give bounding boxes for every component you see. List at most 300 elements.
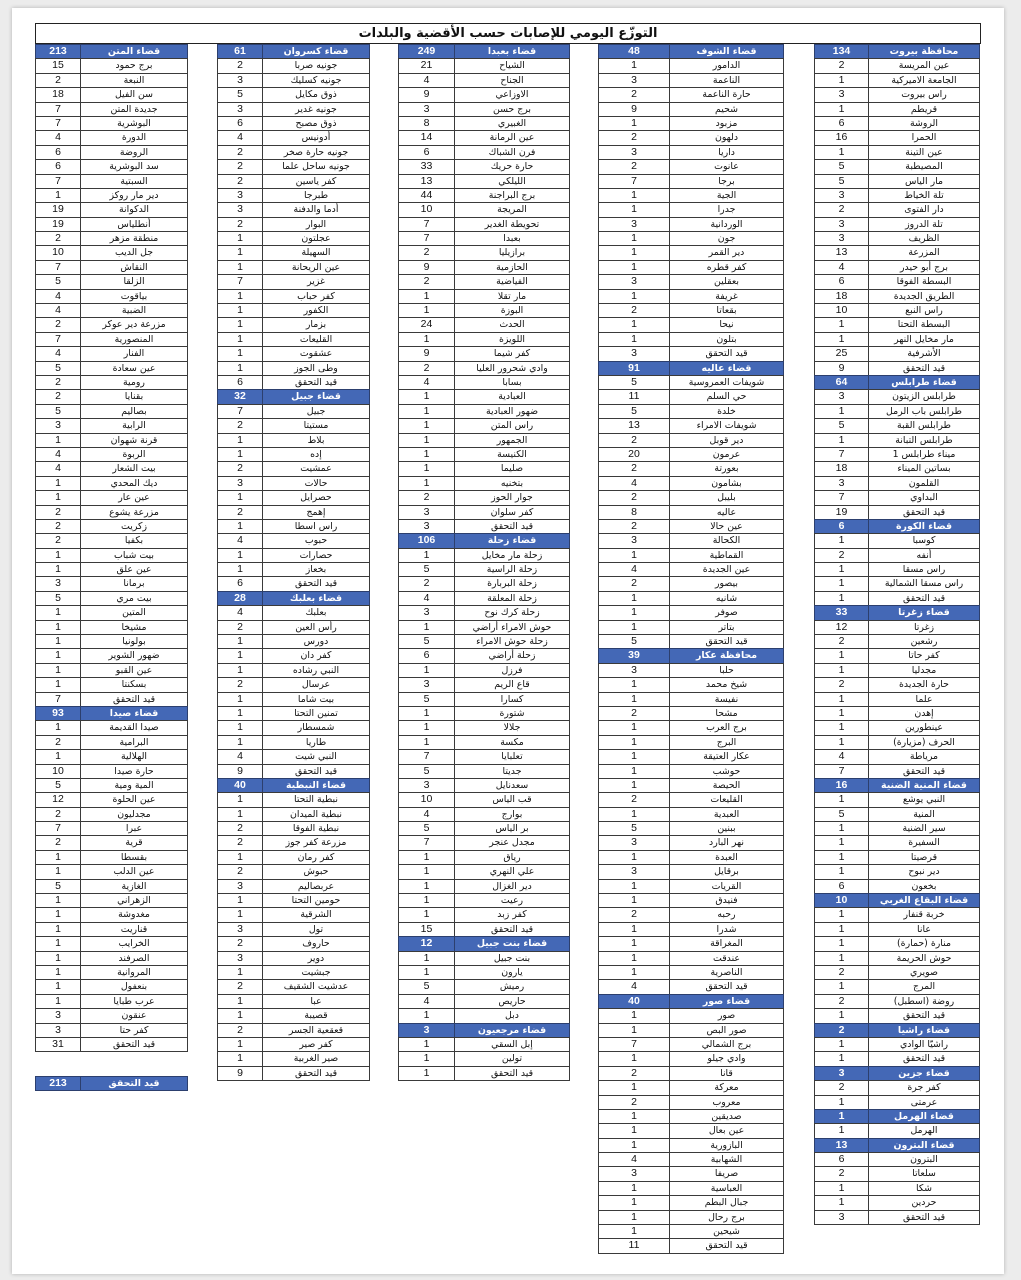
town-name: كفر قطره — [669, 260, 784, 275]
table-row — [218, 664, 370, 678]
town-name: حارة الجديدة — [868, 677, 980, 692]
table-row — [599, 664, 784, 678]
table-row — [815, 246, 980, 260]
table-row — [399, 635, 570, 649]
case-count: 1 — [598, 1224, 670, 1239]
town-name: الربوة — [80, 447, 188, 462]
case-count: 1 — [814, 792, 869, 807]
town-name: كفر حباب — [262, 289, 370, 304]
town-name: نبطية الميدان — [262, 807, 370, 822]
case-count: 2 — [598, 433, 670, 448]
district-header-row — [815, 1139, 980, 1153]
table-row — [399, 376, 570, 390]
town-name: الجية — [669, 188, 784, 203]
table-row — [815, 592, 980, 606]
case-count: 5 — [598, 634, 670, 649]
table-row — [399, 506, 570, 520]
table-row — [218, 750, 370, 764]
case-count: 1 — [814, 562, 869, 577]
case-count: 11 — [598, 389, 670, 404]
table-row — [599, 865, 784, 879]
case-count: 1 — [35, 936, 81, 951]
table-row — [599, 908, 784, 922]
table-row — [36, 937, 188, 951]
table-row — [36, 592, 188, 606]
table-row — [36, 59, 188, 73]
case-count: 4 — [35, 346, 81, 361]
town-name: فرن الشباك — [454, 145, 570, 160]
table-row — [815, 549, 980, 563]
town-name: بقعاتا — [669, 303, 784, 318]
table-row — [399, 146, 570, 160]
table-row — [36, 649, 188, 663]
town-name: قانا — [669, 1066, 784, 1081]
town-name: وادي شحرور العليا — [454, 361, 570, 376]
case-count: 1 — [398, 418, 455, 433]
town-name: برقايل — [669, 864, 784, 879]
case-count: 9 — [398, 260, 455, 275]
table-row — [218, 318, 370, 332]
district-total: 40 — [217, 778, 263, 793]
town-name: رعيت — [454, 893, 570, 908]
table-row — [218, 304, 370, 318]
town-name: الظريف — [868, 231, 980, 246]
town-name: البرامية — [80, 735, 188, 750]
town-name: راس مسقا الشمالية — [868, 576, 980, 591]
table-row — [218, 880, 370, 894]
case-count: 1 — [598, 289, 670, 304]
town-name: حوش الحريمة — [868, 951, 980, 966]
case-count: 2 — [217, 821, 263, 836]
table-row — [399, 894, 570, 908]
district-name: قضاء صور — [669, 994, 784, 1009]
case-count: 1 — [814, 907, 869, 922]
table-row — [815, 693, 980, 707]
table-row — [399, 678, 570, 692]
town-name: شيخ محمد — [669, 677, 784, 692]
town-name: حبوب — [262, 533, 370, 548]
table-row — [218, 88, 370, 102]
case-count: 1 — [217, 634, 263, 649]
case-count: 1 — [598, 1123, 670, 1138]
case-count: 1 — [217, 907, 263, 922]
town-name: الغازية — [80, 879, 188, 894]
table-row — [599, 232, 784, 246]
town-name: جديدة المتن — [80, 102, 188, 117]
table-row — [218, 103, 370, 117]
town-name: العبدية — [669, 807, 784, 822]
case-count: 24 — [398, 317, 455, 332]
town-name: قاع الريم — [454, 677, 570, 692]
town-name: زغرتا — [868, 620, 980, 635]
case-count: 1 — [398, 720, 455, 735]
town-name: عدشيت الشقيف — [262, 979, 370, 994]
town-name: العبدة — [669, 850, 784, 865]
table-row — [36, 549, 188, 563]
table-row — [815, 261, 980, 275]
town-name: طرابلس باب الرمل — [868, 404, 980, 419]
case-count: 1 — [814, 576, 869, 591]
town-name: منطقة مزهر — [80, 231, 188, 246]
case-count: 3 — [598, 217, 670, 232]
table-row — [36, 577, 188, 591]
town-name: جونيه حارة صخر — [262, 145, 370, 160]
town-name: نبطية التحتا — [262, 792, 370, 807]
case-count: 1 — [814, 648, 869, 663]
case-count: 2 — [217, 677, 263, 692]
table-row — [815, 74, 980, 88]
town-name: برج أبو حيدر — [868, 260, 980, 275]
town-name: الليلكي — [454, 174, 570, 189]
town-name: صديقين — [669, 1109, 784, 1124]
town-name: عين الرمانة — [454, 130, 570, 145]
table-row — [815, 765, 980, 779]
table-column-1 — [36, 45, 188, 1052]
case-count: 4 — [217, 533, 263, 548]
table-row — [218, 937, 370, 951]
table-row — [218, 563, 370, 577]
table-row — [36, 750, 188, 764]
case-count: 3 — [35, 1023, 81, 1038]
town-name: أنفه — [868, 548, 980, 563]
case-count: 1 — [814, 720, 869, 735]
case-count: 1 — [598, 58, 670, 73]
case-count: 2 — [35, 533, 81, 548]
case-count: 1 — [217, 706, 263, 721]
case-count: 9 — [217, 764, 263, 779]
town-name: فنيدق — [669, 893, 784, 908]
town-name: البوار — [262, 217, 370, 232]
case-count: 1 — [814, 735, 869, 750]
case-count: 9 — [217, 1066, 263, 1081]
district-header-row — [218, 390, 370, 404]
case-count: 2 — [814, 677, 869, 692]
case-count: 1 — [598, 116, 670, 131]
case-count: 1 — [598, 1109, 670, 1124]
town-name: إهدن — [868, 706, 980, 721]
case-count: 1 — [598, 260, 670, 275]
table-row — [218, 74, 370, 88]
case-count: 19 — [35, 217, 81, 232]
case-count: 2 — [35, 231, 81, 246]
town-name: قيد التحقق — [454, 922, 570, 937]
case-count: 2 — [217, 979, 263, 994]
table-row — [599, 1081, 784, 1095]
table-row — [36, 621, 188, 635]
case-count: 4 — [217, 605, 263, 620]
table-row — [599, 592, 784, 606]
table-row — [218, 203, 370, 217]
town-name: دير القمر — [669, 245, 784, 260]
district-header-row — [815, 376, 980, 390]
town-name: حصرايل — [262, 490, 370, 505]
table-row — [599, 290, 784, 304]
table-row — [599, 1196, 784, 1210]
table-row — [815, 577, 980, 591]
case-count: 1 — [598, 605, 670, 620]
town-name: الفياضية — [454, 274, 570, 289]
case-count: 12 — [814, 620, 869, 635]
town-name: الدورة — [80, 130, 188, 145]
table-row — [599, 793, 784, 807]
town-name: البازورية — [669, 1138, 784, 1153]
town-name: النبي رشاده — [262, 663, 370, 678]
case-count: 3 — [217, 476, 263, 491]
case-count: 9 — [598, 102, 670, 117]
case-count: 3 — [598, 835, 670, 850]
case-count: 10 — [398, 202, 455, 217]
case-count: 1 — [814, 145, 869, 160]
case-count: 1 — [398, 303, 455, 318]
town-name: بقسطا — [80, 850, 188, 865]
table-row — [218, 1009, 370, 1023]
table-row — [599, 462, 784, 476]
town-name: مجدليا — [868, 663, 980, 678]
table-row — [815, 218, 980, 232]
town-name: صليما — [454, 461, 570, 476]
town-name: عرمتى — [868, 1095, 980, 1110]
case-count: 1 — [598, 692, 670, 707]
case-count: 1 — [35, 864, 81, 879]
table-row — [36, 1009, 188, 1023]
case-count: 13 — [814, 245, 869, 260]
case-count: 5 — [598, 375, 670, 390]
case-count: 1 — [598, 332, 670, 347]
case-count: 3 — [598, 533, 670, 548]
table-row — [599, 434, 784, 448]
town-name: مشيخا — [80, 620, 188, 635]
case-count: 2 — [598, 159, 670, 174]
table-row — [815, 880, 980, 894]
town-name: زحلة مار مخايل — [454, 548, 570, 563]
town-name: برج حسن — [454, 102, 570, 117]
town-name: النبي شيت — [262, 749, 370, 764]
case-count: 1 — [814, 835, 869, 850]
town-name: حلبا — [669, 663, 784, 678]
district-name: قضاء البترون — [868, 1138, 980, 1153]
town-name: فرزل — [454, 663, 570, 678]
table-row — [399, 203, 570, 217]
table-row — [399, 160, 570, 174]
table-row — [599, 880, 784, 894]
table-row — [399, 577, 570, 591]
table-row — [815, 664, 980, 678]
table-row — [36, 117, 188, 131]
town-name: راس المتن — [454, 418, 570, 433]
case-count: 2 — [35, 73, 81, 88]
district-total: 12 — [398, 936, 455, 951]
case-count: 1 — [398, 433, 455, 448]
table-row — [36, 74, 188, 88]
case-count: 2 — [35, 807, 81, 822]
town-name: حصارات — [262, 548, 370, 563]
table-row — [218, 146, 370, 160]
town-name: كفر دان — [262, 648, 370, 663]
town-name: راشيّا الوادي — [868, 1037, 980, 1052]
table-row — [599, 851, 784, 865]
table-row — [218, 693, 370, 707]
town-name: قناريت — [80, 922, 188, 937]
town-name: ذوق مصبح — [262, 116, 370, 131]
district-header-row — [399, 534, 570, 548]
case-count: 6 — [814, 1152, 869, 1167]
town-name: عاليه — [669, 505, 784, 520]
table-row — [599, 721, 784, 735]
table-row — [218, 290, 370, 304]
table-row — [399, 750, 570, 764]
case-count: 6 — [398, 145, 455, 160]
town-name: راس مسقا — [868, 562, 980, 577]
case-count: 20 — [598, 447, 670, 462]
town-name: قيد التحقق — [454, 1066, 570, 1081]
town-name: بيت الشعار — [80, 461, 188, 476]
town-name: الأشرفية — [868, 346, 980, 361]
town-name: حارة حريك — [454, 159, 570, 174]
case-count: 2 — [398, 245, 455, 260]
town-name: بر الياس — [454, 821, 570, 836]
case-count: 1 — [35, 433, 81, 448]
table-row — [399, 693, 570, 707]
table-row — [36, 275, 188, 289]
table-row — [399, 218, 570, 232]
town-name: الروضة — [80, 145, 188, 160]
case-count: 1 — [217, 850, 263, 865]
table-row — [599, 390, 784, 404]
case-count: 1 — [217, 792, 263, 807]
town-name: إهمج — [262, 505, 370, 520]
town-name: مكسة — [454, 735, 570, 750]
town-name: دير قوبل — [669, 433, 784, 448]
case-count: 5 — [398, 764, 455, 779]
district-header-row — [815, 520, 980, 534]
case-count: 2 — [217, 145, 263, 160]
case-count: 12 — [35, 792, 81, 807]
case-count: 1 — [598, 807, 670, 822]
table-row — [36, 808, 188, 822]
case-count: 1 — [217, 447, 263, 462]
town-name: المزرعة — [868, 245, 980, 260]
case-count: 3 — [598, 73, 670, 88]
table-row — [815, 563, 980, 577]
table-row — [399, 779, 570, 793]
table-column-4 — [599, 45, 784, 1254]
town-name: عجلتون — [262, 231, 370, 246]
case-count: 1 — [814, 951, 869, 966]
table-row — [599, 736, 784, 750]
town-name: بليبل — [669, 490, 784, 505]
table-row — [36, 966, 188, 980]
table-row — [599, 1038, 784, 1052]
table-row — [218, 534, 370, 548]
district-total: 10 — [814, 893, 869, 908]
table-row — [218, 721, 370, 735]
case-count: 31 — [35, 1037, 81, 1052]
town-name: رأس العين — [262, 620, 370, 635]
table-row — [218, 462, 370, 476]
district-name: محافظة بيروت — [868, 44, 980, 59]
town-name: الحرف (مزيارة) — [868, 735, 980, 750]
town-name: عرسال — [262, 677, 370, 692]
town-name: دبل — [454, 1008, 570, 1023]
case-count: 4 — [398, 375, 455, 390]
town-name: راس اسطا — [262, 519, 370, 534]
town-name: بعبدا — [454, 231, 570, 246]
town-name: الضبية — [80, 303, 188, 318]
case-count: 1 — [398, 893, 455, 908]
table-row — [36, 419, 188, 433]
table-row — [599, 1110, 784, 1124]
town-name: الزهراني — [80, 893, 188, 908]
case-count: 1 — [398, 1066, 455, 1081]
case-count: 1 — [217, 519, 263, 534]
table-row — [218, 980, 370, 994]
case-count: 5 — [398, 692, 455, 707]
town-name: بنت جبيل — [454, 951, 570, 966]
district-header-row — [815, 1024, 980, 1038]
table-row — [599, 1167, 784, 1181]
town-name: عين الدلب — [80, 864, 188, 879]
case-count: 1 — [598, 231, 670, 246]
case-count: 18 — [35, 87, 81, 102]
town-name: طبرجا — [262, 188, 370, 203]
case-count: 1 — [814, 1037, 869, 1052]
case-count: 1 — [398, 864, 455, 879]
district-name: قضاء الشوف — [669, 44, 784, 59]
table-row — [399, 1052, 570, 1066]
town-name: قيد التحقق — [669, 1238, 784, 1253]
case-count: 2 — [217, 461, 263, 476]
table-row — [218, 952, 370, 966]
case-count: 8 — [398, 116, 455, 131]
district-header-row — [815, 1067, 980, 1081]
district-header-row — [36, 707, 188, 721]
town-name: وادي جيلو — [669, 1051, 784, 1066]
town-name: غزير — [262, 274, 370, 289]
table-row — [599, 894, 784, 908]
case-count: 1 — [35, 490, 81, 505]
table-row — [36, 952, 188, 966]
table-row — [36, 290, 188, 304]
town-name: تول — [262, 922, 370, 937]
town-name: صير الغربية — [262, 1051, 370, 1066]
town-name: الجمهور — [454, 433, 570, 448]
table-row — [599, 966, 784, 980]
town-name: القماطية — [669, 548, 784, 563]
town-name: الكحالة — [669, 533, 784, 548]
town-name: الدامور — [669, 58, 784, 73]
case-count: 6 — [398, 648, 455, 663]
case-count: 3 — [814, 188, 869, 203]
case-count: 2 — [398, 274, 455, 289]
table-row — [399, 980, 570, 994]
town-name: العبادية — [454, 389, 570, 404]
town-name: كفر ياسين — [262, 174, 370, 189]
case-count: 4 — [217, 749, 263, 764]
table-row — [218, 477, 370, 491]
town-name: جبشيت — [262, 965, 370, 980]
table-row — [399, 419, 570, 433]
district-total: 16 — [814, 778, 869, 793]
table-row — [36, 765, 188, 779]
table-row — [815, 448, 980, 462]
case-count: 1 — [217, 1008, 263, 1023]
case-count: 4 — [35, 447, 81, 462]
district-name: قضاء مرجعيون — [454, 1023, 570, 1038]
town-name: البسطة الفوقا — [868, 274, 980, 289]
case-count: 1 — [398, 404, 455, 419]
town-name: عين الجديدة — [669, 562, 784, 577]
case-count: 1 — [814, 1123, 869, 1138]
